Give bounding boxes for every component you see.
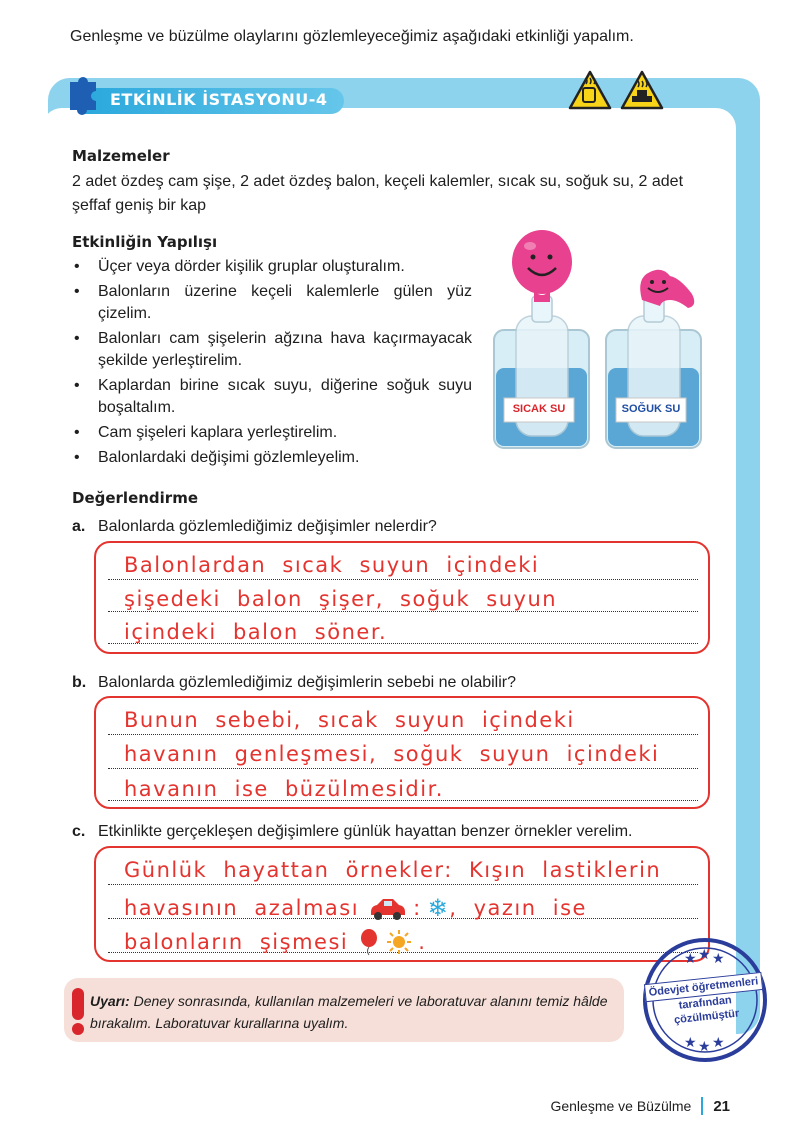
cold-water-label: SOĞUK SU [621,403,681,415]
balloon-icon [358,928,380,956]
question-text: Balonlarda gözlemlediğimiz değişimlerin sebebi ne olabilir? [98,674,516,691]
procedure-heading: Etkinliğin Yapılışı [72,233,218,251]
question-letter: b. [72,674,87,691]
handwritten-answer: Balonlardan sıcak suyun içindeki [124,553,540,577]
question-letter: a. [72,518,86,535]
car-icon [367,896,407,920]
warning-text [90,990,616,1034]
question-text: Etkinlikte gerçekleşen değişimlere günlük hayattan benzer örnekler verelim. [98,823,633,840]
question-text: Balonlarda gözlemlediğimiz değişimler nelerdir? [98,518,437,535]
handwritten-answer: şişedeki balon şişer, soğuk suyun [124,587,558,611]
stamp-line: tarafından [678,994,733,1012]
handwritten-answer: , yazın ise [449,896,587,920]
materials-heading: Malzemeler [72,147,170,165]
svg-text:★: ★ [712,950,725,966]
sun-icon [386,929,412,955]
handwritten-answer-line [124,894,587,922]
evaluation-heading: Değerlendirme [72,489,199,507]
question-b [72,674,516,692]
materials-text: 2 adet özdeş cam şişe, 2 adet özdeş balon, keçeli kalemler, sıcak su, soğuk su, 2 adet şeffaf geniş bir kap [72,173,684,214]
answer-box-b [94,696,710,809]
handwritten-answer: havasının azalması [124,896,360,920]
question-c [72,823,633,841]
list-item: • Balonları cam şişelerin ağzına hava kaçırmayacak şekilde yerleştirelim. [72,328,472,372]
snowflake-icon: ❄ [427,894,450,922]
question-letter: c. [72,823,86,840]
page-footer [550,1097,730,1115]
footer-separator [701,1097,703,1115]
warning-body: Deney sonrasında, kullanılan malzemeleri ve laboratuvar alanını temiz hâlde bırakalım. Laboratuvar kurallarına uyalım. [90,993,608,1031]
colon-mark: : [413,896,422,920]
intro-text: Genleşme ve büzülme olaylarını gözlemleyeceğimiz aşağıdaki etkinliği yapalım. [70,28,634,45]
list-item: • Balonların üzerine keçeli kalemlerle gülen yüz çizelim. [72,281,472,325]
balloon-experiment-illustration [486,230,716,460]
stamp-line: Ödevjet öğretmenleri [644,972,763,1002]
answer-box-a [94,541,710,654]
dotted-line [108,611,698,612]
hot-surface-warning-icon [568,70,612,110]
handwritten-answer: havanın ise büzülmesidir. [124,777,444,801]
handwritten-answer: içindeki balon söner. [124,620,388,644]
dotted-line [108,734,698,735]
footer-title: Genleşme ve Büzülme [550,1098,692,1114]
list-item: • Kaplardan birine sıcak suyu, diğerine soğuk suyu boşaltalım. [72,375,472,419]
handwritten-answer: balonların şişmesi [124,930,349,954]
list-item: • Balonlardaki değişimi gözlemleyelim. [72,447,472,469]
svg-text:★: ★ [698,1038,711,1054]
answer-box-c [94,846,710,962]
exclamation-icon [68,986,88,1036]
puzzle-icon [64,70,104,116]
svg-text:★: ★ [698,946,711,962]
handwritten-answer: Bunun sebebi, sıcak suyun içindeki [124,708,575,732]
svg-text:★: ★ [684,1034,697,1050]
activity-title: ETKİNLİK İSTASYONU-4 [110,90,328,109]
svg-text:★: ★ [712,1034,725,1050]
page-number: 21 [713,1097,730,1115]
warning-label: Uyarı: [90,993,130,1009]
dotted-line [108,884,698,885]
period-mark: . [418,930,427,954]
procedure-list [72,256,472,472]
svg-text:★: ★ [684,950,697,966]
dotted-line [108,579,698,580]
hot-water-label: SICAK SU [512,403,566,415]
stamp-line: çözülmüştür [673,1007,740,1027]
list-item: • Cam şişeleri kaplara yerleştirelim. [72,422,472,444]
dotted-line [108,768,698,769]
list-item: • Üçer veya dörder kişilik gruplar oluşturalım. [72,256,472,278]
handwritten-answer: Günlük hayattan örnekler: Kışın lastiklerin [124,858,662,882]
handwritten-answer-line [124,928,426,956]
question-a [72,518,437,536]
handwritten-answer: havanın genleşmesi, soğuk suyun içindeki [124,742,660,766]
heat-warning-icon [620,70,664,110]
